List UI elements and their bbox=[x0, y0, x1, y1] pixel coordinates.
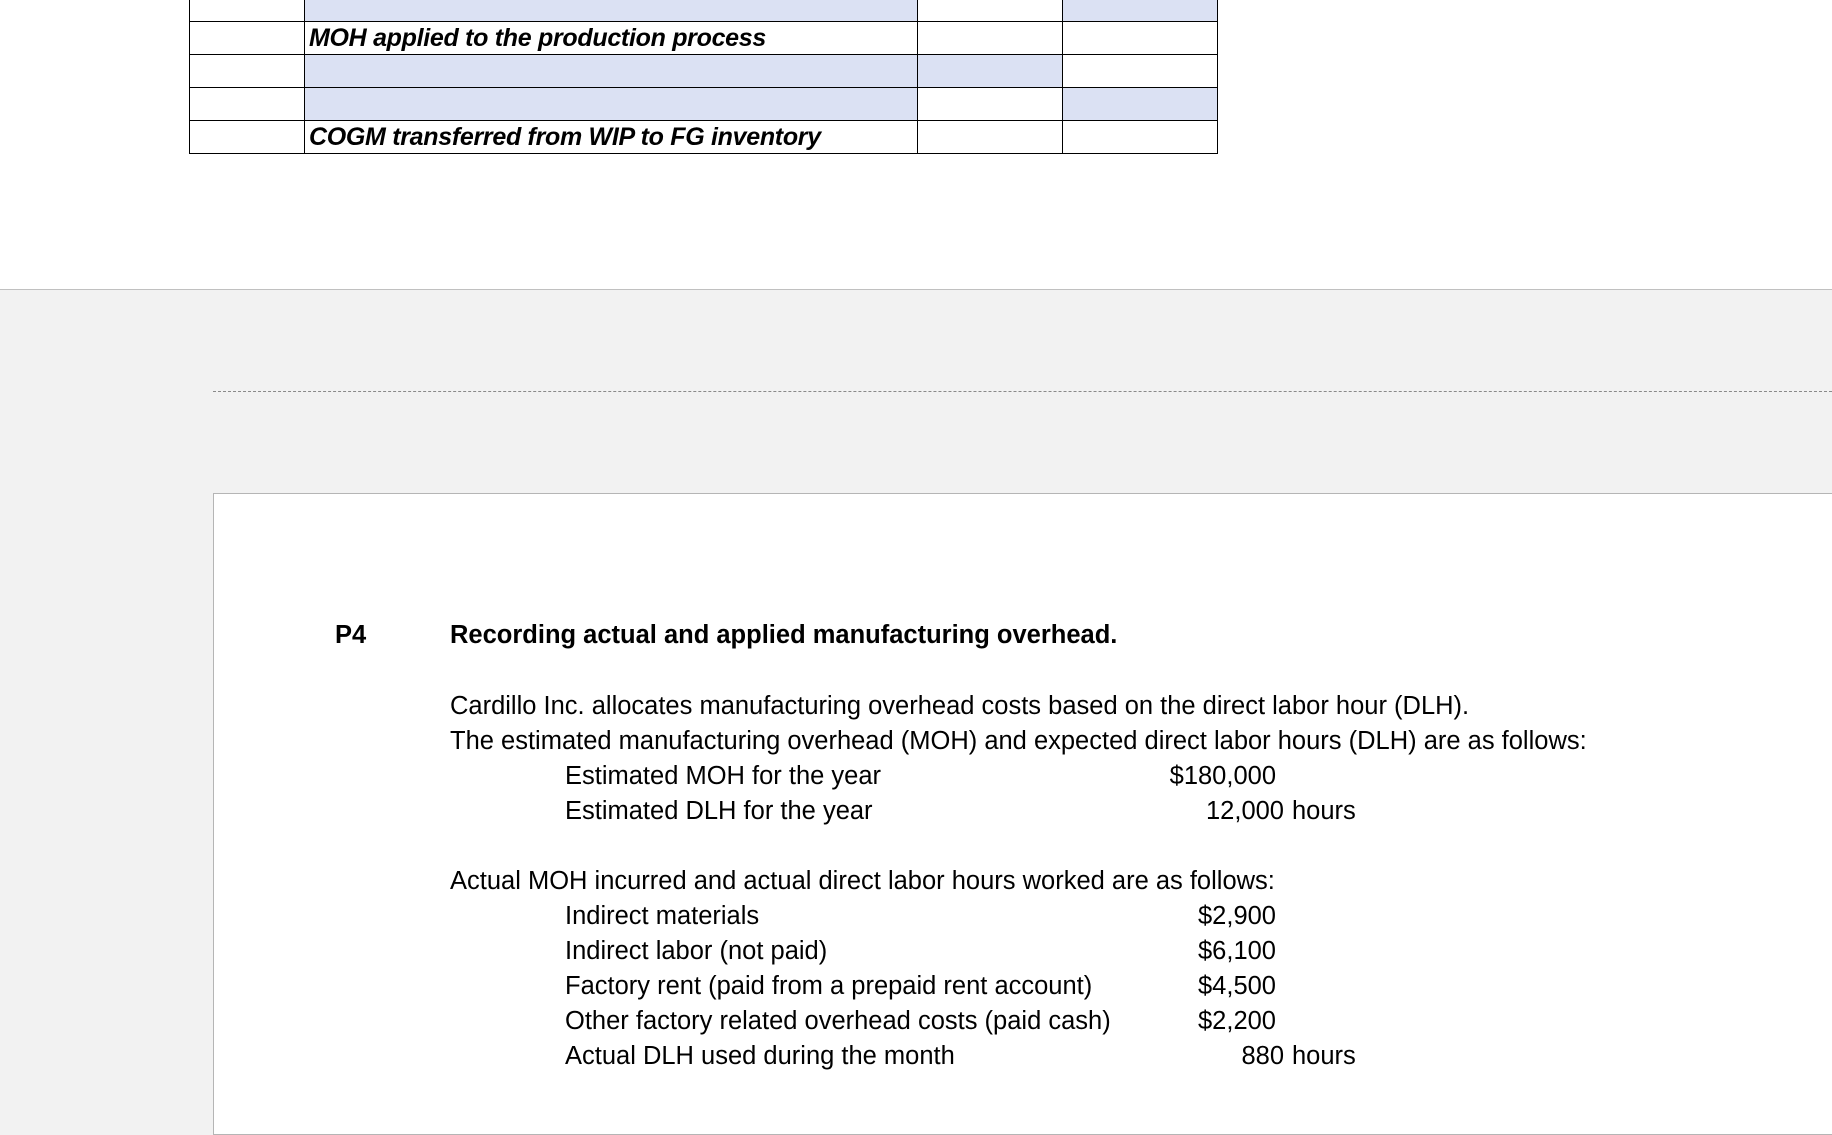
problem-title: Recording actual and applied manufacturing overhead. bbox=[450, 621, 1118, 649]
grid-cell[interactable] bbox=[190, 88, 305, 121]
grid-cell-debit[interactable] bbox=[918, 88, 1063, 121]
grid-cell-credit[interactable] bbox=[1063, 55, 1218, 88]
actual-unit: hours bbox=[1292, 1042, 1356, 1070]
grid-cell-credit[interactable] bbox=[1063, 0, 1218, 22]
grid-cell[interactable] bbox=[190, 55, 305, 88]
grid-cell[interactable] bbox=[190, 121, 305, 154]
actual-heading: Actual MOH incurred and actual direct labor hours worked are as follows: bbox=[450, 867, 1275, 895]
actual-value: 880 bbox=[1241, 1042, 1284, 1070]
grid-cell-account[interactable]: MOH applied to the production process bbox=[305, 22, 918, 55]
estimate-label: Estimated DLH for the year bbox=[565, 797, 873, 825]
actual-label: Indirect labor (not paid) bbox=[565, 937, 828, 965]
grid-cell-debit[interactable] bbox=[918, 121, 1063, 154]
grid-cell-debit[interactable] bbox=[918, 0, 1063, 22]
grid-cell-account[interactable]: COGM transferred from WIP to FG inventory bbox=[305, 121, 918, 154]
estimate-label: Estimated MOH for the year bbox=[565, 762, 882, 790]
table-row bbox=[190, 22, 1218, 55]
table-row bbox=[190, 121, 1218, 154]
grid-cell-debit[interactable] bbox=[918, 22, 1063, 55]
grid-cell[interactable] bbox=[190, 0, 305, 22]
actual-label: Indirect materials bbox=[565, 902, 760, 930]
intro-line-2: The estimated manufacturing overhead (MOH) and expected direct labor hours (DLH) are as follows: bbox=[450, 727, 1587, 755]
grid-cell-credit[interactable] bbox=[1063, 121, 1218, 154]
estimate-unit: hours bbox=[1292, 797, 1356, 825]
table-row bbox=[190, 88, 1218, 121]
intro-line-1: Cardillo Inc. allocates manufacturing overhead costs based on the direct labor hour (DLH). bbox=[450, 692, 1470, 720]
estimate-value: $180,000 bbox=[1169, 762, 1276, 790]
actual-label: Factory rent (paid from a prepaid rent account) bbox=[565, 972, 1093, 1000]
grid-cell-credit[interactable] bbox=[1063, 22, 1218, 55]
grid-cell[interactable] bbox=[190, 22, 305, 55]
page-break-divider bbox=[213, 391, 1832, 392]
grid-cell-account[interactable] bbox=[305, 0, 918, 22]
grid-cell-account[interactable] bbox=[305, 55, 918, 88]
worksheet-page-top bbox=[0, 0, 1832, 290]
actual-label: Actual DLH used during the month bbox=[565, 1042, 955, 1070]
table-row bbox=[190, 0, 1218, 22]
actual-label: Other factory related overhead costs (paid cash) bbox=[565, 1007, 1111, 1035]
grid-cell-debit[interactable] bbox=[918, 55, 1063, 88]
actual-value: $2,200 bbox=[1198, 1007, 1276, 1035]
actual-value: $2,900 bbox=[1198, 902, 1276, 930]
journal-entry-grid bbox=[189, 0, 1218, 154]
grid-cell-account[interactable] bbox=[305, 88, 918, 121]
problem-number: P4 bbox=[335, 621, 367, 649]
actual-value: $6,100 bbox=[1198, 937, 1276, 965]
actual-value: $4,500 bbox=[1198, 972, 1276, 1000]
table-row bbox=[190, 55, 1218, 88]
estimate-value: 12,000 bbox=[1206, 797, 1284, 825]
grid-cell-credit[interactable] bbox=[1063, 88, 1218, 121]
